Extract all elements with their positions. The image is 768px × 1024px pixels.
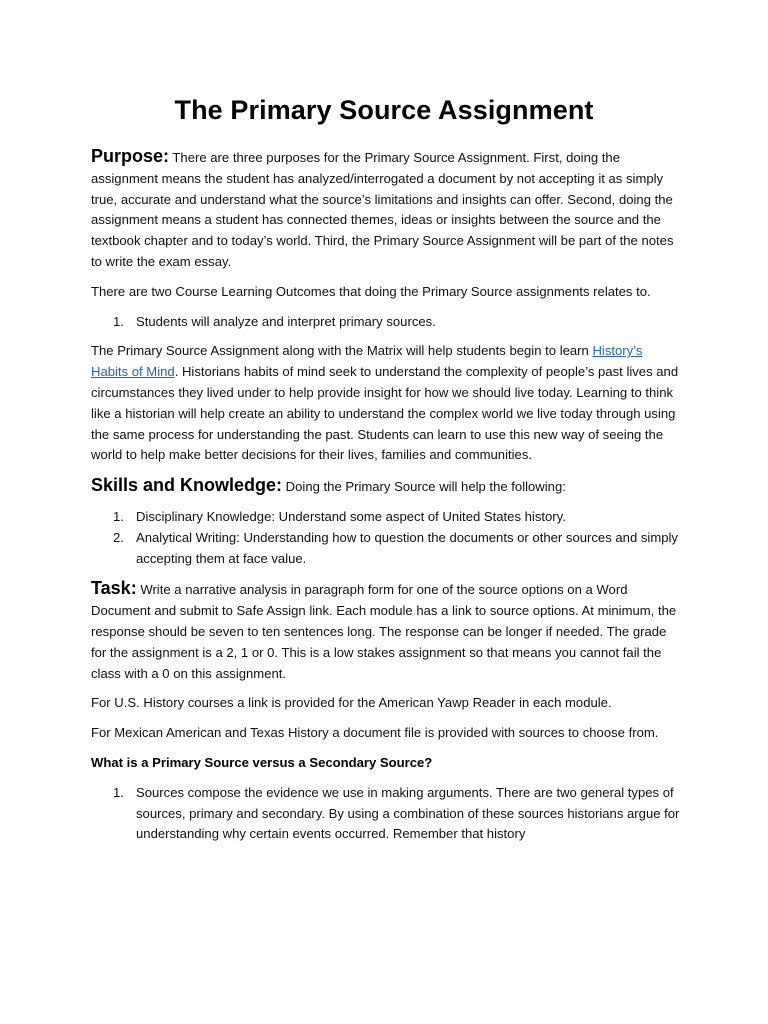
list-item-text: Analytical Writing: Understanding how to question the documents or other sources and simply accepting them at face value.: [136, 529, 678, 566]
list-number: 1.: [113, 784, 124, 800]
list-item: [91, 528, 681, 570]
outcomes-intro: There are two Course Learning Outcomes that doing the Primary Source assignments relates to.: [91, 283, 651, 299]
outcomes-list: [91, 312, 681, 333]
list-item: [91, 312, 681, 333]
habits-of-mind-link[interactable]: History’s Habits of Mind: [91, 343, 643, 380]
purpose-text: There are three purposes for the Primary Source Assignment. First, doing the assignment means the student has analyzed/interrogated a document by not accepting it as simply true, accurate and understand what the source’s limitations and insights can offer. Second, doing the assignment means a student has connected themes, ideas or insights between the source and the textbook chapter and to today’s world. Third, the Primary Source Assignment will be part of the notes to write the exam essay.: [91, 150, 674, 269]
task-heading: Task:: [91, 578, 137, 599]
task-text: Write a narrative analysis in paragraph form for one of the source options on a Word Document and submit to Safe Assign link. Each module has a link to source options. At minimum, the response should be seven to ten sentences long. The response can be longer if needed. The grade for the assignment is a 2, 1 or 0. This is a low stakes assignment so that means you cannot fail the class with a 0 on this assignment.: [91, 582, 677, 681]
document-body: [91, 146, 681, 854]
purpose-heading: Purpose:: [91, 146, 170, 166]
purpose-paragraph: [91, 146, 681, 273]
skills-text: Doing the Primary Source will help the following:: [282, 479, 566, 495]
list-number: 1.: [113, 313, 124, 329]
list-item-text: Disciplinary Knowledge: Understand some aspect of United States history.: [136, 508, 566, 524]
matrix-text-before: The Primary Source Assignment along with the Matrix will help students begin to learn: [91, 343, 593, 359]
us-history-paragraph: For U.S. History courses a link is provided for the American Yawp Reader in each module.: [91, 695, 612, 711]
list-item: [91, 783, 681, 845]
list-number: 2.: [113, 529, 124, 545]
matrix-text-after: . Historians habits of mind seek to understand the complexity of people’s past lives and circumstances they lived under to help provide insight for how we should live today. Learning to think like a historian will help create an ability to understand the complex world we live today through using the same process for understanding the past. Students can learn to use this new way of seeing the world to help make better decisions for their lives, families and communities.: [91, 364, 679, 463]
skills-paragraph: [91, 475, 681, 498]
list-item-text: Students will analyze and interpret primary sources.: [136, 313, 436, 329]
sources-list: [91, 783, 681, 845]
list-item: [91, 507, 681, 528]
sources-question-heading: What is a Primary Source versus a Secondary Source?: [91, 754, 433, 770]
skills-list: [91, 507, 681, 569]
matrix-paragraph: [91, 341, 681, 466]
list-item-text: Sources compose the evidence we use in making arguments. There are two general types of sources, primary and secondary. By using a combination of these sources historians argue for understanding why certain events occurred. Remember that history: [136, 784, 680, 842]
page-title: The Primary Source Assignment: [174, 95, 594, 125]
mexican-american-paragraph: For Mexican American and Texas History a document file is provided with sources to choose from.: [91, 725, 659, 741]
list-number: 1.: [113, 508, 124, 524]
task-paragraph: [91, 578, 681, 684]
skills-heading: Skills and Knowledge:: [91, 475, 283, 496]
